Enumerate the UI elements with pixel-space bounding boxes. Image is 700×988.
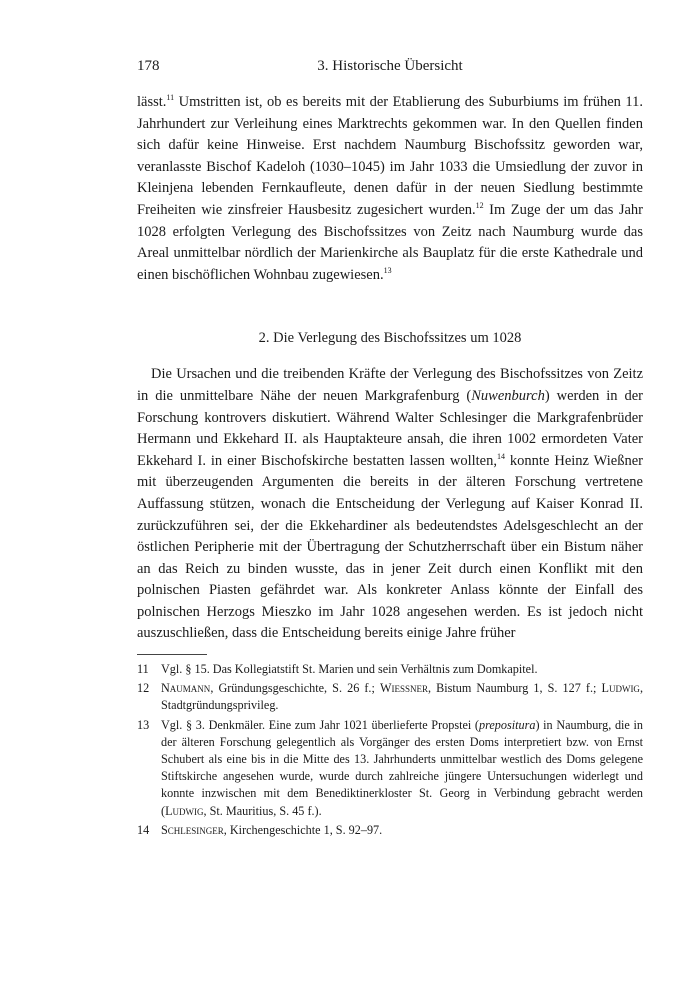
footnote-13 xyxy=(137,717,643,820)
text-run: , Bistum Naumburg 1, S. 127 f.; xyxy=(427,681,602,696)
footnote-text xyxy=(161,661,643,678)
text-run: , Stadtgründungsprivileg. xyxy=(161,681,643,713)
footnote-ref-12[interactable]: 12 xyxy=(475,201,484,211)
footnote-ref-11[interactable]: 11 xyxy=(166,93,175,103)
text-run: Im Zuge der um das Jahr 1028 erfolgten Verlegung des Bischofssitzes von Zeitz nach Naumburg wurde das Areal unmittelbar nördlich der Marienkirche als Bauplatz für die erste Kathedrale und einen bischöflichen Wohnbau zugewiesen. xyxy=(137,201,643,283)
footnote-text xyxy=(161,822,643,839)
text-run: ) in Naumburg, die in der älteren Forschung gelegentlich als Vorgänger des ersten Doms interpretiert bzw. von Ernst Schubert als eine bis in die Mitte des 13. Jahrhunderts unmittelbar westlich des Doms gelegene Stiftskirche angesehen wurde, wurde durch zahlreiche jüngere Untersuchungen widerlegt und konnte inzwischen mit dem Benediktinerkloster St. Georg in Verbindung gebracht werden ( xyxy=(161,717,643,818)
text-run: lässt. xyxy=(137,94,167,110)
page-number: 178 xyxy=(137,58,160,74)
author-name: Ludwig xyxy=(601,681,640,696)
author-name: Ludwig xyxy=(165,803,204,818)
footnotes xyxy=(137,661,643,839)
text-run: Vgl. § 15. Das Kollegiatstift St. Marien und sein Verhältnis zum Domkapitel. xyxy=(161,662,538,677)
italic-term: prepositura xyxy=(479,717,536,732)
section-heading: 2. Die Verlegung des Bischofssitzes um 1028 xyxy=(258,330,522,347)
footnote-number: 13 xyxy=(137,717,150,732)
author-name: Schlesinger xyxy=(161,822,224,837)
author-name: Naumann xyxy=(161,681,211,696)
text-run: Vgl. § 3. Denkmäler. Eine zum Jahr 1021 überlieferte Propstei ( xyxy=(161,717,479,732)
footnote-14 xyxy=(137,822,643,839)
footnote-12 xyxy=(137,680,643,714)
footnote-text xyxy=(161,680,643,714)
footnote-number: 14 xyxy=(137,822,150,837)
footnote-separator xyxy=(137,654,207,655)
text-run: , Gründungsgeschichte, S. 26 f.; xyxy=(210,681,380,696)
footnote-ref-14[interactable]: 14 xyxy=(496,451,505,461)
text-run: Umstritten ist, ob es bereits mit der Etablierung des Suburbiums im frühen 11. Jahrhundert zur Verleihung eines Marktrechts gekommen war. In den Quellen finden sich dafür keine Hinweise. Erst nachdem Naumburg Bischofssitz geworden war, veranlasste Bischof Kadeloh (1030–1045) im Jahr 1033 die Umsiedlung der zuvor in Kleinjena lebenden Fernkaufleute, denen dafür in der neuen Siedlung bestimmte Freiheiten wie zinsfreier Hausbesitz zugesichert wurden. xyxy=(137,94,643,218)
footnote-text xyxy=(161,717,643,820)
text-run: ) werden in der Forschung kontrovers diskutiert. Während Walter Schlesinger die Markgrafenbrüder Hermann und Ekkehard II. als Hauptakteure ansah, die ihren 1002 ermordeten Vater Ekkehard I. in einer Bischofskirche bestatten lassen wollten, xyxy=(137,387,643,469)
running-head xyxy=(137,58,643,82)
footnote-number: 12 xyxy=(137,681,150,696)
italic-term: Nuwenburch xyxy=(471,387,545,404)
section-title: 3. Historische Übersicht xyxy=(317,58,463,74)
text-run: Die Ursachen und die treibenden Kräfte der Verlegung des Bischofssitzes von Zeitz in die unmittelbare Nähe der neuen Markgrafenburg ( xyxy=(137,366,643,404)
text-run: konnte Heinz Wießner mit überzeugenden Argumenten die bereits in der älteren Forschung vertretene Auffassung stützen, wonach die Entscheidung der Verlegung auf Kaiser Konrad II. zurückzuführen sei, der die Ekkehardiner als bedeutendstes Adelsgeschlecht an der östlichen Peripherie mit der Übertragung der Schutzherrschaft über ein Bistum näher an das Reich zu binden wusste, das in jener Zeit durch einen Konflikt mit den polnischen Piasten gefährdet war. Als konkreter Anlass könnte der Einfall des polnischen Herzogs Mieszko im Jahr 1028 angesehen werden. Es ist jedoch nicht auszuschließen, dass die Entscheidung bereits einige Jahre früher xyxy=(137,452,643,642)
text-run: , St. Mauritius, S. 45 f.). xyxy=(203,803,322,818)
text-run: , Kirchengeschichte 1, S. 92–97. xyxy=(223,822,383,837)
book-page xyxy=(137,58,643,841)
footnote-number: 11 xyxy=(137,662,149,677)
footnote-11 xyxy=(137,661,643,678)
footnote-ref-13[interactable]: 13 xyxy=(383,265,392,275)
paragraph-1 xyxy=(137,92,643,286)
paragraph-2 xyxy=(137,364,643,645)
author-name: Wiessner xyxy=(379,681,428,696)
